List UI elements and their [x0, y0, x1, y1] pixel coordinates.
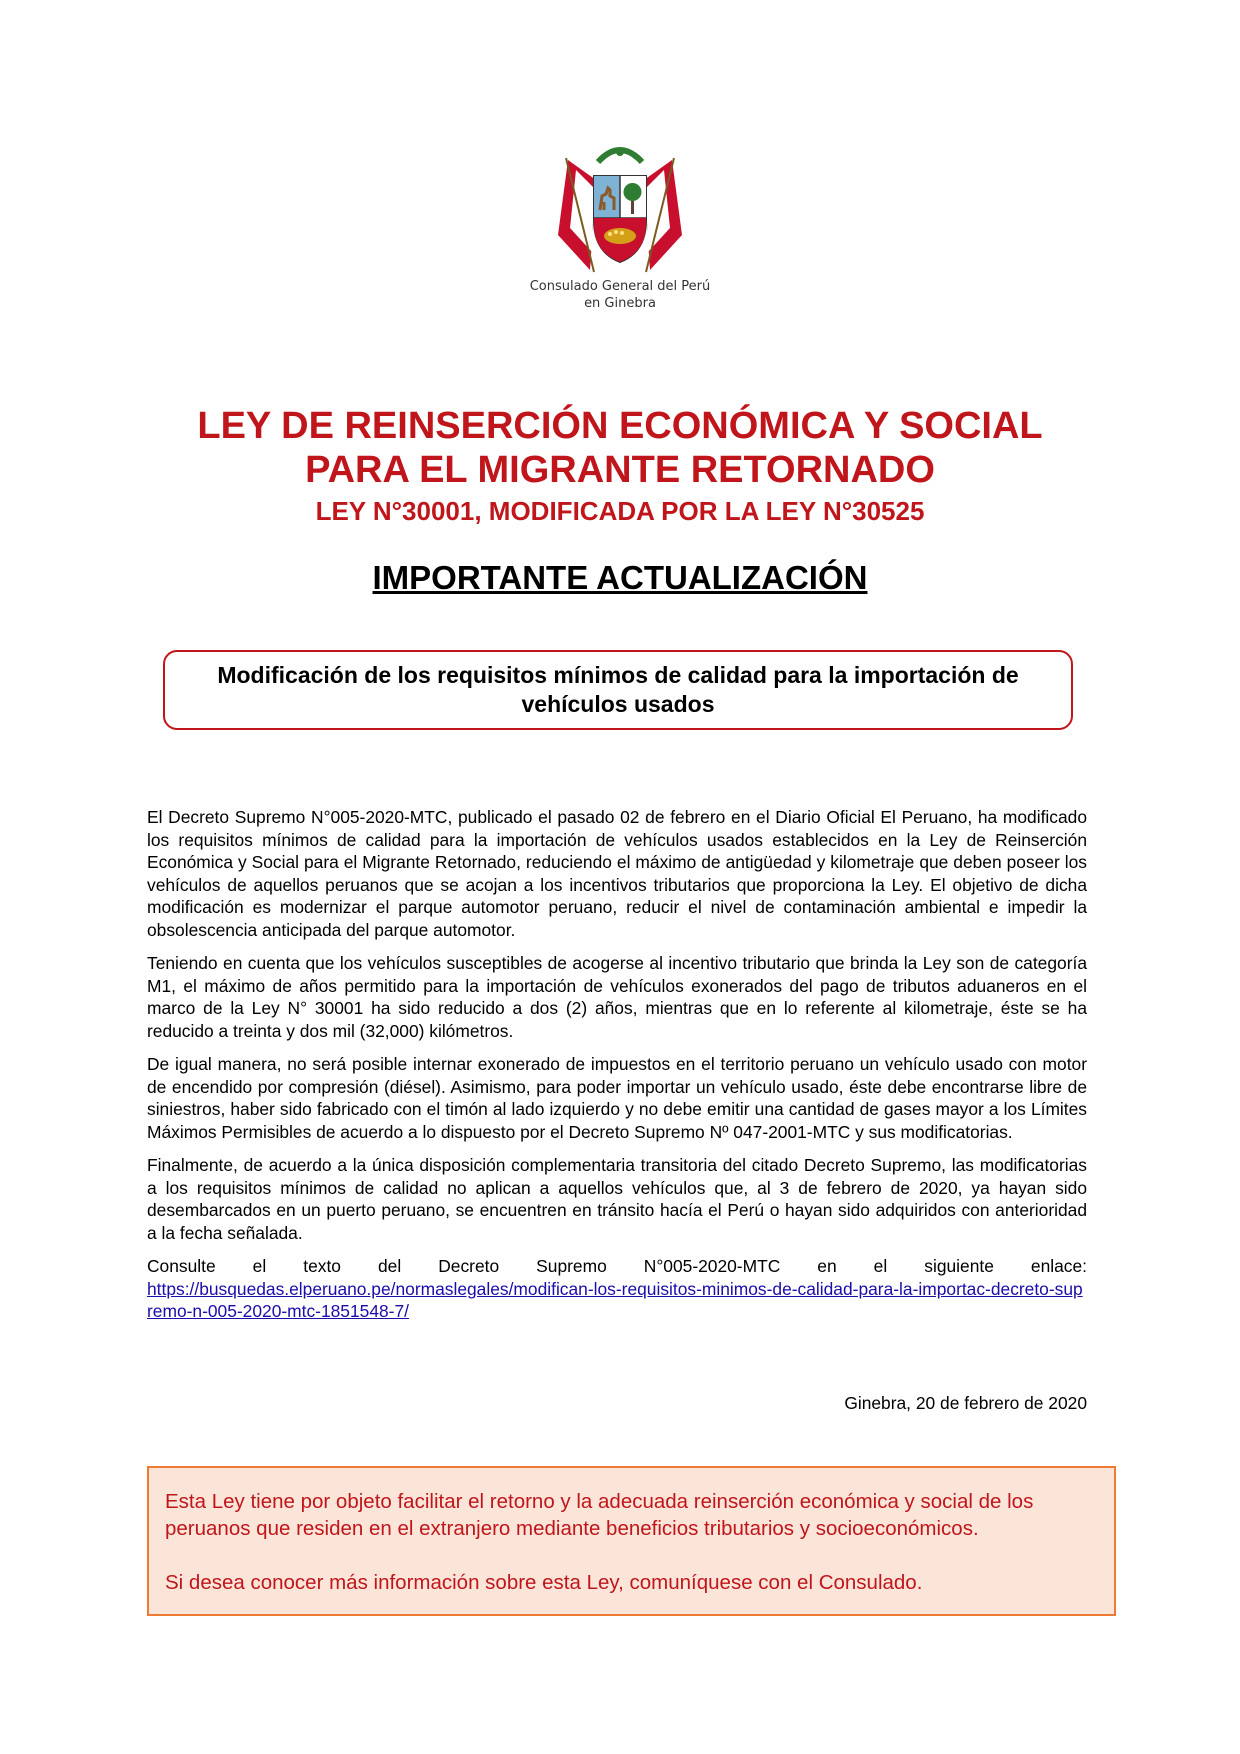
info-text-2: Si desea conocer más información sobre esta Ley, comuníquese con el Consulado.: [165, 1571, 923, 1594]
link-intro-text: Consulte el texto del Decreto Supremo N°005-2020-MTC en el siguiente enlace:: [147, 1256, 1087, 1276]
paragraph-5: [147, 1255, 1087, 1323]
important-update-heading: IMPORTANTE ACTUALIZACIÓN: [372, 559, 868, 596]
info-box: [147, 1466, 1116, 1616]
body-text: [147, 806, 1087, 1334]
consulate-logo: [520, 140, 720, 320]
coat-of-arms-icon: [550, 140, 690, 275]
decree-link[interactable]: https://busquedas.elperuano.pe/normaslegales/modifican-los-requisitos-minimos-de-calidad-para-la-importac-decreto-supremo-n-005-2020-mtc-1851548-7/: [147, 1278, 1083, 1321]
logo-caption-line1: Consulado General del Perú: [529, 279, 711, 294]
paragraph-3: De igual manera, no será posible internar exonerado de impuestos en el territorio peruano un vehículo usado con motor de encendido por compresión (diésel). Asimismo, para poder importar un vehículo usado, éste debe encontrarse libre de siniestros, haber sido fabricado con el timón al lado izquierdo y no debe emitir una cantidad de gases mayor a los Límites Máximos Permisibles de acuerdo a lo dispuesto por el Decreto Supremo Nº 047-2001-MTC y sus modificatorias.: [147, 1054, 1087, 1142]
paragraph-2: Teniendo en cuenta que los vehículos susceptibles de acogerse al incentivo tributario que brinda la Ley son de categoría M1, el máximo de años permitido para la importación de vehículos exonerados del pago de tributos aduaneros en el marco de la Ley N° 30001 ha sido reducido a dos (2) años, mientras que en lo referente al kilometraje, éste se ha reducido a treinta y dos mil (32,000) kilómetros.: [147, 953, 1087, 1041]
law-subtitle: LEY N°30001, MODIFICADA POR LA LEY N°30525: [315, 496, 925, 526]
document-date: Ginebra, 20 de febrero de 2020: [844, 1393, 1087, 1413]
paragraph-4: Finalmente, de acuerdo a la única disposición complementaria transitoria del citado Decreto Supremo, las modificatorias a los requisitos mínimos de calidad no aplican a aquellos vehículos que, al 3 de febrero de 2020, ya hayan sido desembarcados en un puerto peruano, se encuentren en tránsito hacía el Perú o hayan sido adquiridos con anterioridad a la fecha señalada.: [147, 1155, 1087, 1243]
info-text-1: Esta Ley tiene por objeto facilitar el retorno y la adecuada reinserción económica y social de los peruanos que residen en el extranjero mediante beneficios tributarios y socioeconómicos.: [165, 1490, 1034, 1540]
title-line2: PARA EL MIGRANTE RETORNADO: [305, 449, 935, 491]
logo-caption-line2: en Ginebra: [584, 296, 656, 311]
notice-box: [163, 650, 1073, 730]
title-line1: LEY DE REINSERCIÓN ECONÓMICA Y SOCIAL: [197, 405, 1043, 447]
notice-text: Modificación de los requisitos mínimos de calidad para la importación de vehículos usados: [217, 662, 1019, 717]
paragraph-1: El Decreto Supremo N°005-2020-MTC, publicado el pasado 02 de febrero en el Diario Oficial El Peruano, ha modificado los requisitos mínimos de calidad para la importación de vehículos usados establecidos en la Ley de Reinserción Económica y Social para el Migrante Retornado, reduciendo el máximo de antigüedad y kilometraje que deben poseer los vehículos de aquellos peruanos que se acojan a los incentivos tributarios que proporciona la Ley. El objetivo de dicha modificación es modernizar el parque automotor peruano, reducir el nivel de contaminación ambiental e impedir la obsolescencia anticipada del parque automotor.: [147, 807, 1087, 940]
